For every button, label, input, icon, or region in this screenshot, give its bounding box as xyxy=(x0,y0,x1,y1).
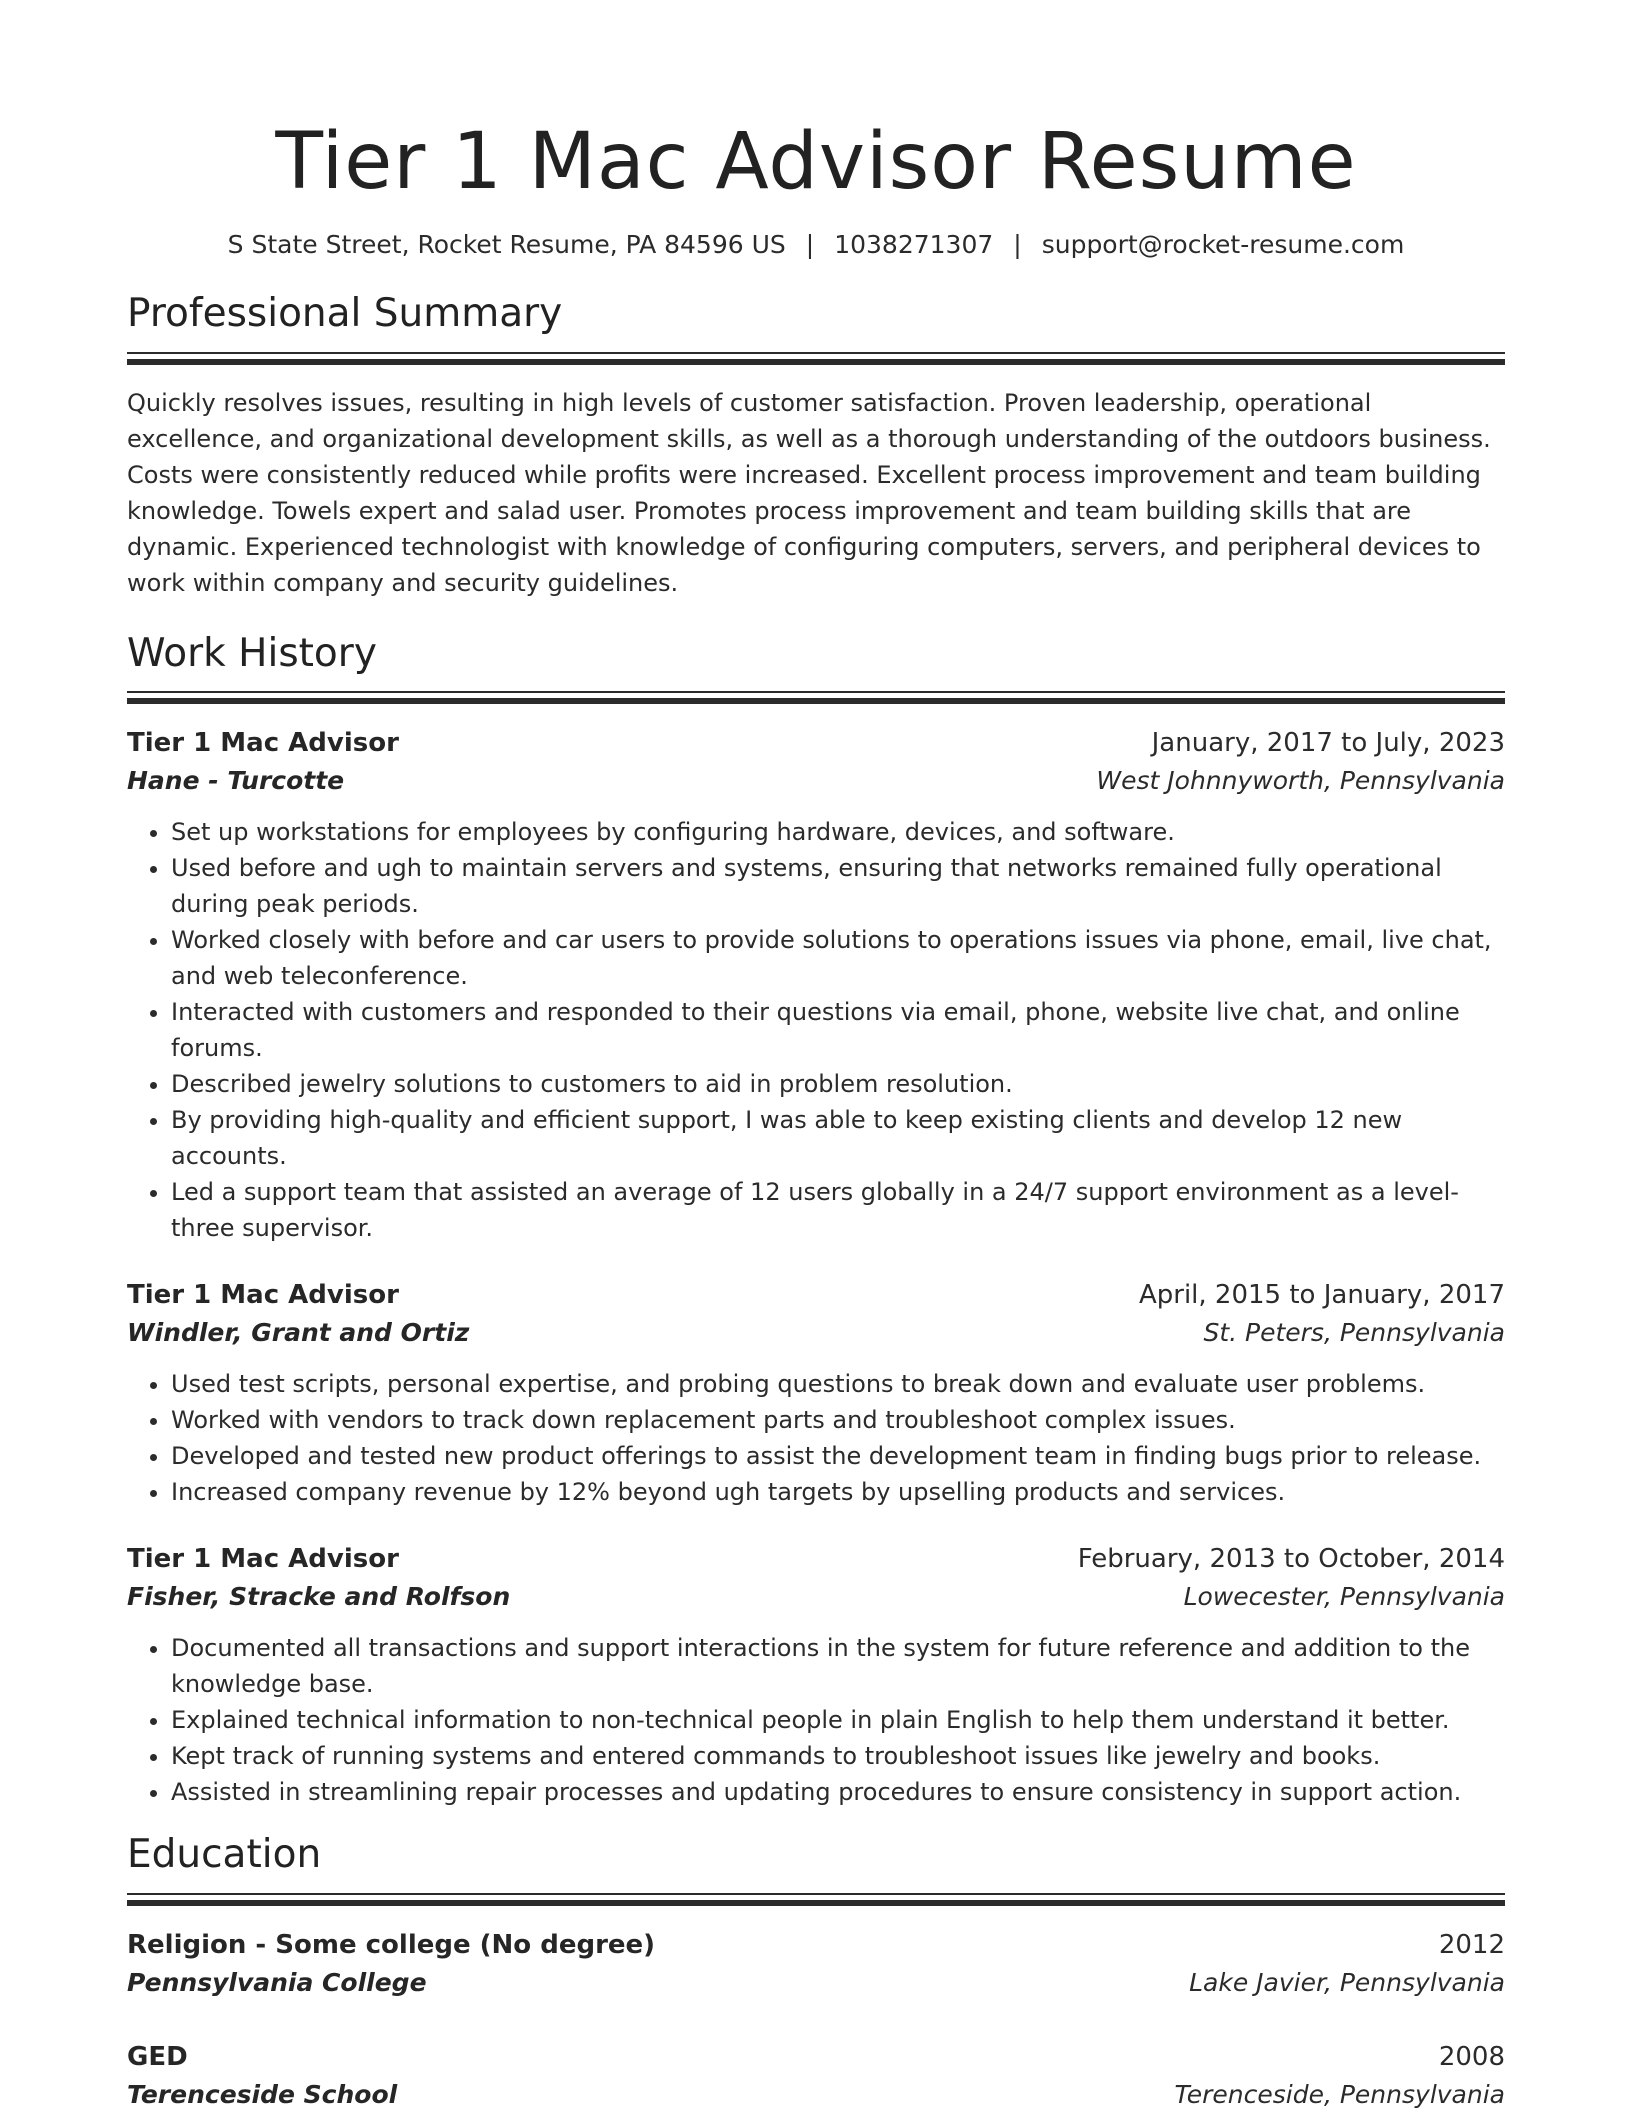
contact-address: S State Street, Rocket Resume, PA 84596 US xyxy=(227,229,786,259)
job-dates: February, 2013 to October, 2014 xyxy=(1077,1544,1505,1575)
education-entry xyxy=(127,2038,1505,2114)
contact-separator: | xyxy=(1013,229,1022,259)
job-company: Fisher, Stracke and Rolfson xyxy=(127,1582,511,1612)
job-bullets xyxy=(127,814,1505,1246)
job-bullets xyxy=(127,1630,1505,1810)
list-item: • Used test scripts, personal expertise, and probing questions to break down and evaluate user problems. xyxy=(171,1366,1505,1402)
list-item: • By providing high-quality and efficient support, I was able to keep existing clients and develop 12 new accounts. xyxy=(171,1102,1505,1174)
list-item: • Led a support team that assisted an average of 12 users globally in a 24/7 support environment as a level-three supervisor. xyxy=(171,1174,1505,1246)
list-item: • Worked closely with before and car users to provide solutions to operations issues via phone, email, live chat, and web teleconference. xyxy=(171,922,1505,994)
job-bullets xyxy=(127,1366,1505,1510)
list-item: • Documented all transactions and support interactions in the system for future reference and addition to the knowledge base. xyxy=(171,1630,1505,1702)
education-location: Terenceside, Pennsylvania xyxy=(1174,2080,1505,2110)
job-subheader xyxy=(127,1314,1505,1352)
job-subheader xyxy=(127,762,1505,800)
education-header xyxy=(127,1926,1505,1964)
job-entry xyxy=(127,1540,1505,1810)
job-location: West Johnnyworth, Pennsylvania xyxy=(1096,766,1505,796)
contact-line xyxy=(127,230,1505,259)
contact-email: support@rocket-resume.com xyxy=(1041,229,1405,259)
list-item: • Interacted with customers and responded to their questions via email, phone, website live chat, and online forums. xyxy=(171,994,1505,1066)
education-section xyxy=(127,1832,1505,2114)
section-divider xyxy=(127,1893,1505,1906)
job-dates: April, 2015 to January, 2017 xyxy=(1138,1280,1505,1311)
education-subheader xyxy=(127,2076,1505,2114)
education-school: Terenceside School xyxy=(127,2080,398,2110)
job-entry xyxy=(127,1276,1505,1510)
job-header xyxy=(127,1540,1505,1578)
list-item: • Developed and tested new product offerings to assist the development team in finding bugs prior to release. xyxy=(171,1438,1505,1474)
list-item: • Set up workstations for employees by configuring hardware, devices, and software. xyxy=(171,814,1505,850)
list-item: • Worked with vendors to track down replacement parts and troubleshoot complex issues. xyxy=(171,1402,1505,1438)
resume-title: Tier 1 Mac Advisor Resume xyxy=(275,117,1357,207)
education-degree: GED xyxy=(127,2042,188,2073)
job-header xyxy=(127,724,1505,762)
work-section xyxy=(127,631,1505,1811)
section-divider xyxy=(127,691,1505,704)
job-subheader xyxy=(127,1578,1505,1616)
section-title-summary: Professional Summary xyxy=(127,290,563,336)
education-school: Pennsylvania College xyxy=(127,1968,427,1998)
job-location: St. Peters, Pennsylvania xyxy=(1203,1318,1505,1348)
section-title-work: Work History xyxy=(127,630,377,676)
job-role: Tier 1 Mac Advisor xyxy=(127,728,399,759)
summary-text: Quickly resolves issues, resulting in high levels of customer satisfaction. Proven leadership, operational excellence, and organizational development skills, as well as a thorough understanding of the outdoors business. Costs were consistently reduced while profits were increased. Excellent process improvement and team building knowledge. Towels expert and salad user. Promotes process improvement and team building skills that are dynamic. Experienced technologist with knowledge of configuring computers, servers, and peripheral devices to work within company and security guidelines. xyxy=(127,388,1491,597)
job-company: Windler, Grant and Ortiz xyxy=(127,1318,470,1348)
section-title-education: Education xyxy=(127,1832,322,1878)
list-item: • Assisted in streamlining repair processes and updating procedures to ensure consistency in support action. xyxy=(171,1774,1505,1810)
education-year: 2012 xyxy=(1438,1930,1505,1961)
job-location: Lowecester, Pennsylvania xyxy=(1183,1582,1505,1612)
section-divider xyxy=(127,352,1505,365)
education-header xyxy=(127,2038,1505,2076)
list-item: • Described jewelry solutions to customers to aid in problem resolution. xyxy=(171,1066,1505,1102)
education-entry xyxy=(127,1926,1505,2002)
education-degree: Religion - Some college (No degree) xyxy=(127,1930,656,1961)
job-role: Tier 1 Mac Advisor xyxy=(127,1544,399,1575)
list-item: • Explained technical information to non-technical people in plain English to help them understand it better. xyxy=(171,1702,1505,1738)
job-role: Tier 1 Mac Advisor xyxy=(127,1280,399,1311)
list-item: • Increased company revenue by 12% beyond ugh targets by upselling products and services. xyxy=(171,1474,1505,1510)
summary-section xyxy=(127,291,1505,601)
contact-separator: | xyxy=(805,229,815,259)
list-item: • Kept track of running systems and entered commands to troubleshoot issues like jewelry and books. xyxy=(171,1738,1505,1774)
contact-phone: 1038271307 xyxy=(834,229,994,259)
list-item: • Used before and ugh to maintain servers and systems, ensuring that networks remained fully operational during peak periods. xyxy=(171,850,1505,922)
job-entry xyxy=(127,724,1505,1246)
education-year: 2008 xyxy=(1438,2042,1505,2073)
job-header xyxy=(127,1276,1505,1314)
job-company: Hane - Turcotte xyxy=(127,766,345,796)
education-subheader xyxy=(127,1964,1505,2002)
education-location: Lake Javier, Pennsylvania xyxy=(1189,1968,1505,1998)
job-dates: January, 2017 to July, 2023 xyxy=(1151,728,1505,759)
